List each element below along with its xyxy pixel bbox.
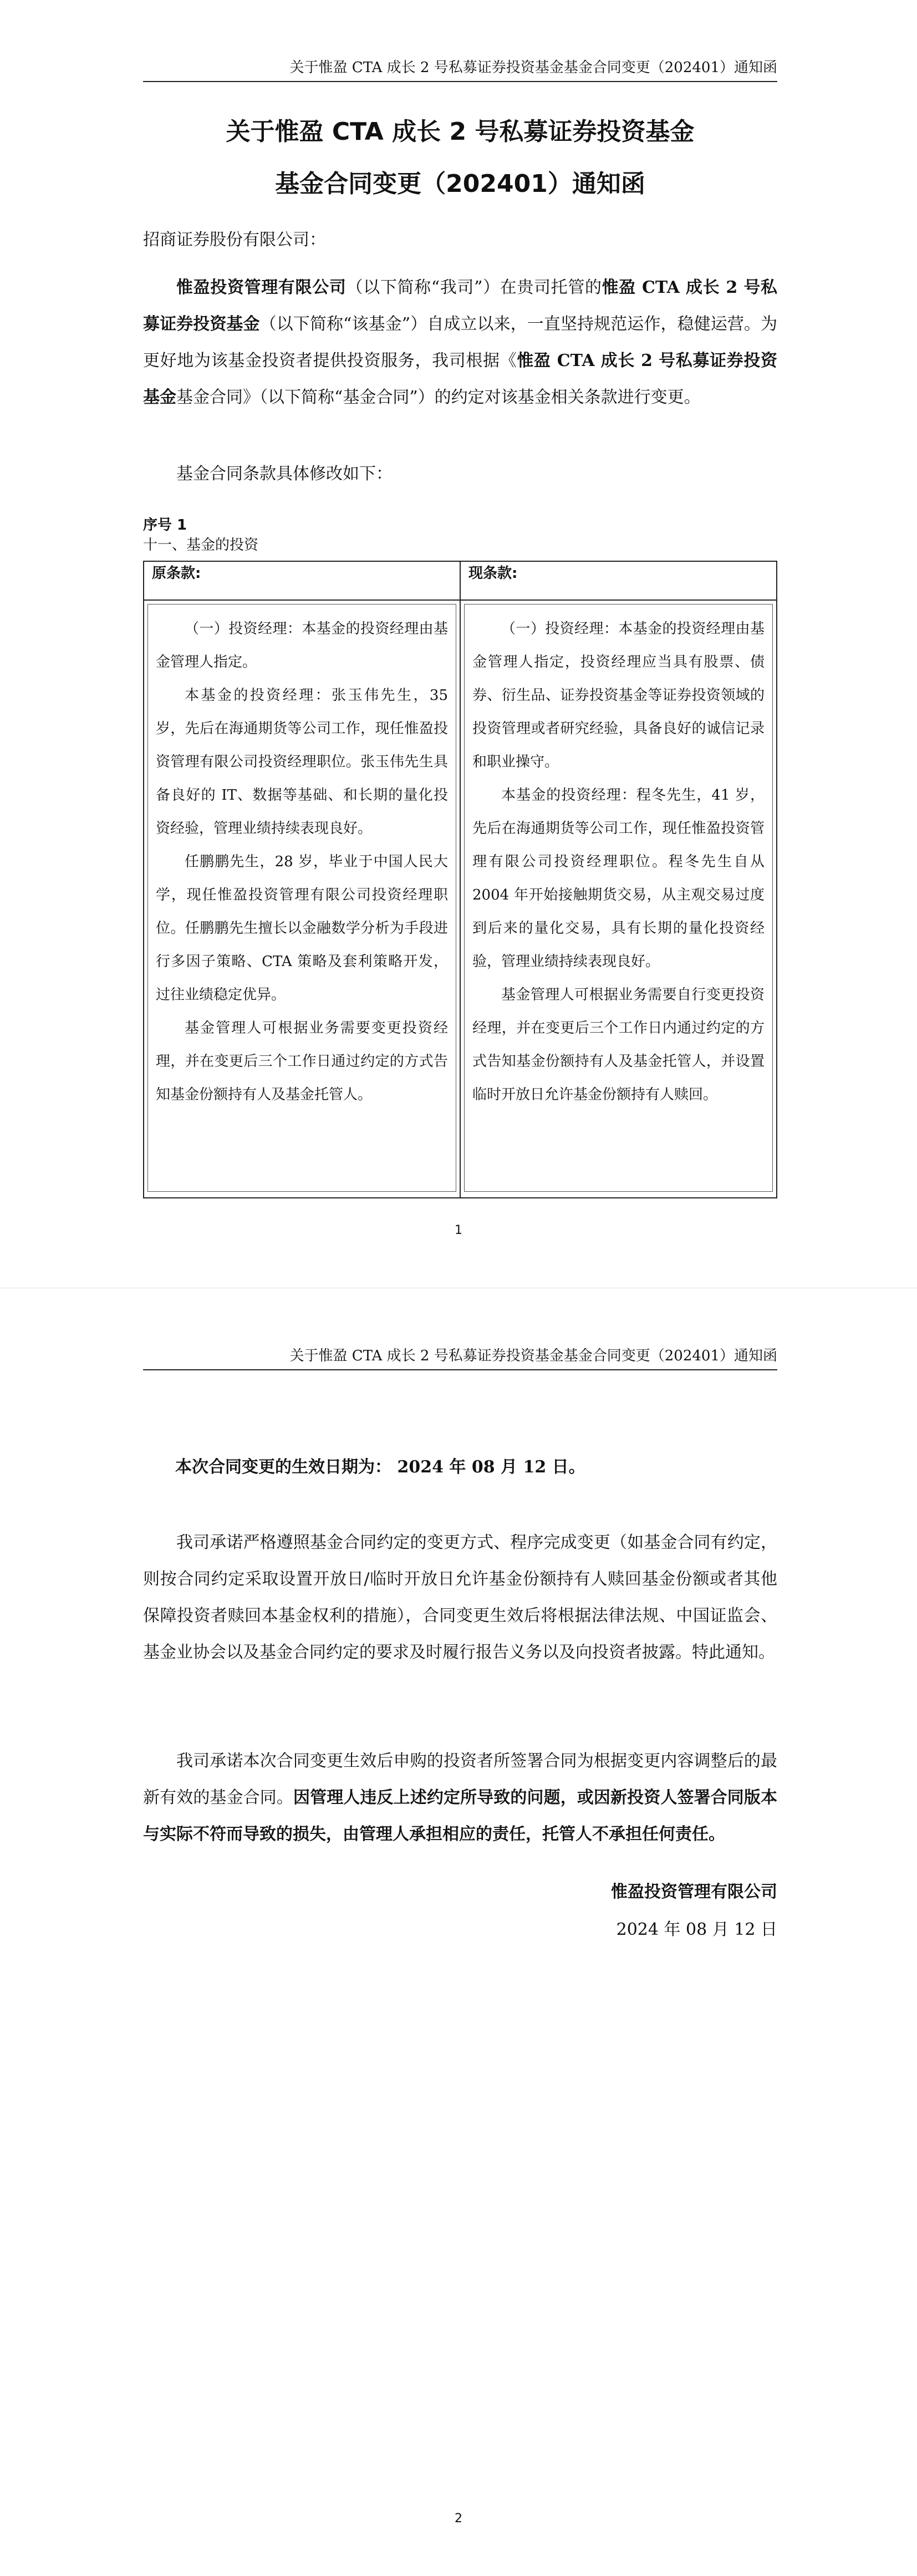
- intro-paragraph: [143, 270, 777, 416]
- clause-comparison-table: [143, 561, 777, 1198]
- sequence-label: 序号 1: [143, 517, 187, 534]
- change-intro: 基金合同条款具体修改如下：: [176, 464, 393, 484]
- effective-date: 本次合同变更的生效日期为： 2024 年 08 月 12 日。: [175, 1457, 585, 1477]
- addressee: 招商证券股份有限公司：: [143, 230, 326, 250]
- original-clause-header: 原条款:: [144, 561, 460, 600]
- page-number-1: 1: [455, 1223, 462, 1237]
- intro-text-3: 基金合同》（以下简称“基金合同”）的约定对该基金相关条款进行变更。: [176, 388, 701, 407]
- original-clause-paragraph: 本基金的投资经理：张玉伟先生，35 岁，先后在海通期货等公司工作，现任惟盈投资管理有限公司投资经理职位。张玉伟先生具备良好的 IT、数据等基础、和长期的量化投资经验，管理业绩持续表现良好。: [156, 687, 448, 837]
- section-label: 十一、基金的投资: [143, 537, 259, 553]
- page-2: [0, 1288, 917, 2576]
- signature-company: 惟盈投资管理有限公司: [611, 1882, 777, 1902]
- original-clause-paragraph: 基金管理人可根据业务需要变更投资经理，并在变更后三个工作日通过约定的方式告知基金份额持有人及基金托管人。: [156, 1020, 448, 1103]
- original-clause-content: [147, 604, 456, 1192]
- new-clause-cell: [460, 600, 777, 1198]
- intro-text-2: （以下简称“该基金”）自成立以来，一直坚持规范运作，稳健运营。为更好地为该基金投资者提供投资服务，我司根据《: [143, 314, 778, 370]
- fund-name-2: 惟盈 CTA 成长 2 号私募证券投资基金: [143, 351, 778, 407]
- signature-date: 2024 年 08 月 12 日: [616, 1920, 777, 1939]
- new-clause-paragraph: 基金管理人可根据业务需要自行变更投资经理，并在变更后三个工作日内通过约定的方式告知基金份额持有人及基金托管人，并设置临时开放日允许基金份额持有人赎回。: [472, 987, 765, 1103]
- document-title-line-2: 基金合同变更（202401）通知函: [275, 170, 645, 198]
- page-number-2: 2: [455, 2512, 462, 2526]
- original-clause-cell: [144, 600, 460, 1198]
- original-clause-paragraph: （一）投资经理：本基金的投资经理由基金管理人指定。: [156, 621, 448, 670]
- original-clause-paragraph: 任鹏鹏先生，28 岁，毕业于中国人民大学，现任惟盈投资管理有限公司投资经理职位。任鹏鹏先生擅长以金融数学分析为手段进行多因子策略、CTA 策略及套利策略开发，过往业绩稳定优异。: [156, 853, 448, 1003]
- fund-name: 惟盈 CTA 成长 2 号私募证券投资基金: [143, 278, 777, 334]
- company-name: 惟盈投资管理有限公司: [176, 278, 347, 297]
- commitment-normal-text: 我司承诺本次合同变更生效后申购的投资者所签署合同为根据变更内容调整后的最新有效的基金合同。: [143, 1751, 777, 1807]
- running-header-page-2: 关于惟盈 CTA 成长 2 号私募证券投资基金基金合同变更（202401）通知函: [143, 1346, 777, 1370]
- new-clause-content: [464, 604, 773, 1192]
- new-clause-paragraph: 本基金的投资经理：程冬先生，41 岁，先后在海通期货等公司工作，现任惟盈投资管理有限公司投资经理职位。程冬先生自从 2004 年开始接触期货交易，从主观交易过度到后来的量化交易，具有长期的量化投资经验，管理业绩持续表现良好。: [472, 787, 765, 970]
- document-title-line-1: 关于惟盈 CTA 成长 2 号私募证券投资基金: [226, 118, 695, 146]
- running-header: 关于惟盈 CTA 成长 2 号私募证券投资基金基金合同变更（202401）通知函: [143, 58, 777, 82]
- new-clause-header: 现条款:: [460, 561, 777, 600]
- intro-text-1: （以下简称“我司”）在贵司托管的: [346, 278, 602, 297]
- new-clause-paragraph: （一）投资经理：本基金的投资经理由基金管理人指定，投资经理应当具有股票、债券、衍生品、证券投资基金等证券投资领域的投资管理或者研究经验，具备良好的诚信记录和职业操守。: [472, 621, 765, 770]
- commitment-bold-text: 因管理人违反上述约定所导致的问题，或因新投资人签署合同版本与实际不符而导致的损失，由管理人承担相应的责任，托管人不承担任何责任。: [143, 1788, 778, 1844]
- commitment-paragraph-1: 我司承诺严格遵照基金合同约定的变更方式、程序完成变更（如基金合同有约定，则按合同约定采取设置开放日/临时开放日允许基金份额持有人赎回基金份额或者其他保障投资者赎回本基金权利的措施），合同变更生效后将根据法律法规、中国证监会、基金业协会以及基金合同约定的要求及时履行报告义务以及向投资者披露。特此通知。: [143, 1533, 777, 1662]
- commitment-paragraph-2: [143, 1743, 777, 1853]
